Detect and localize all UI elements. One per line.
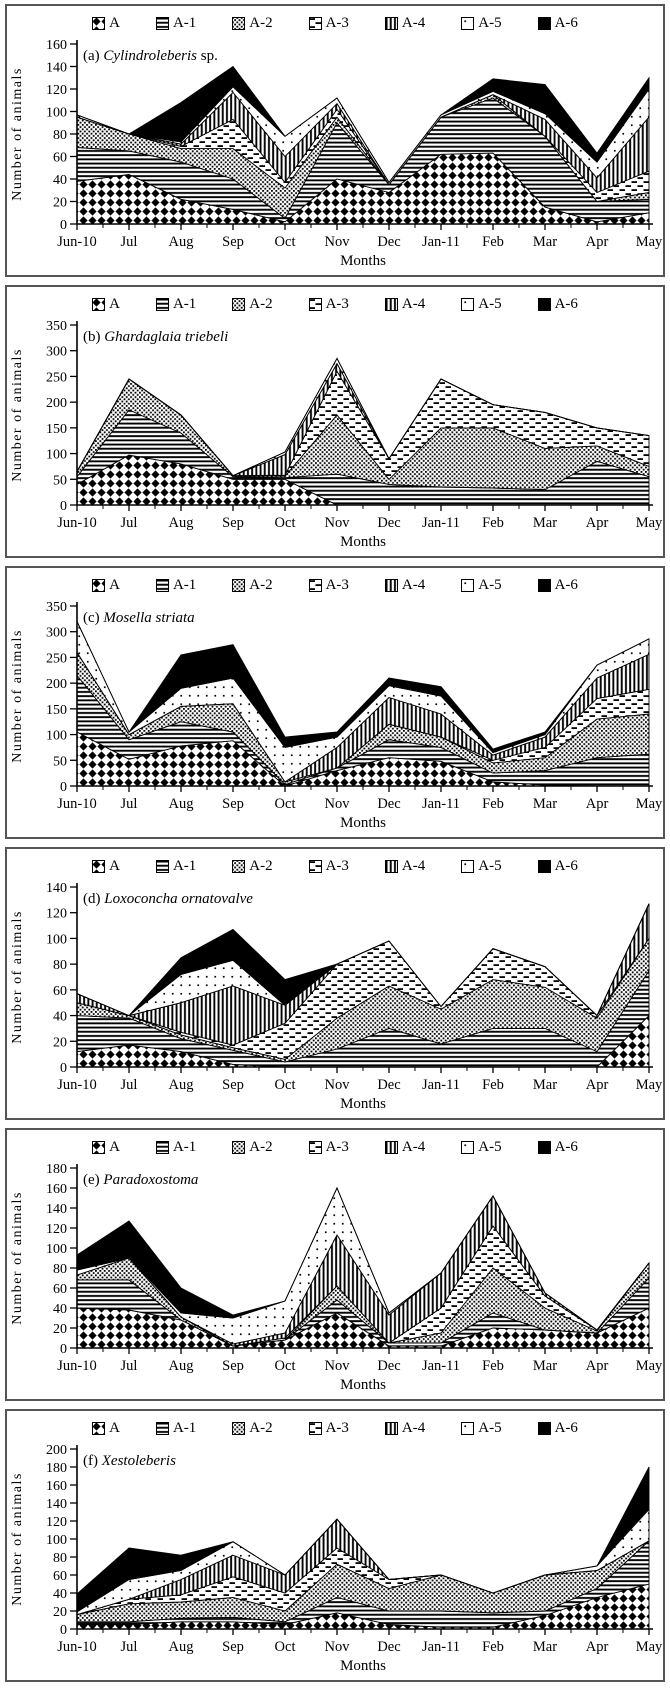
x-tick-label: Jun-10 bbox=[57, 234, 97, 250]
y-tick-label: 80 bbox=[53, 1262, 67, 1277]
legend-item-a bbox=[92, 16, 120, 31]
y-tick-label: 0 bbox=[60, 218, 67, 233]
legend-item-a-6 bbox=[538, 1421, 578, 1436]
y-tick-label: 0 bbox=[60, 1061, 67, 1076]
x-tick-label: Oct bbox=[274, 234, 296, 250]
chart-panel-f bbox=[5, 1409, 665, 1682]
y-tick-label: 0 bbox=[60, 1623, 67, 1638]
y-tick-label: 120 bbox=[46, 83, 67, 98]
legend-label: A-5 bbox=[478, 14, 502, 31]
x-tick-label: Dec bbox=[377, 234, 401, 250]
stacked-area-chart-b bbox=[7, 317, 663, 553]
plot-area bbox=[77, 67, 649, 225]
dashes-swatch-icon bbox=[309, 298, 322, 311]
dense-dots-swatch-icon bbox=[232, 298, 245, 311]
x-tick-label: Apr bbox=[585, 796, 609, 812]
panel-title: (d) Loxoconcha ornatovalve bbox=[83, 891, 253, 907]
plot-area bbox=[77, 1467, 649, 1629]
stacked-area-chart-d bbox=[7, 879, 663, 1115]
y-tick-label: 60 bbox=[53, 1569, 67, 1584]
legend-item-a-3 bbox=[309, 297, 349, 312]
legend-label: A-5 bbox=[478, 295, 502, 312]
x-tick-label: Nov bbox=[324, 515, 350, 531]
dense-dots-swatch-icon bbox=[232, 17, 245, 30]
legend-item-a bbox=[92, 297, 120, 312]
legend-label: A-4 bbox=[401, 14, 426, 31]
x-tick-label: Sep bbox=[222, 1358, 244, 1374]
legend-label: A-4 bbox=[401, 295, 426, 312]
plot-area bbox=[77, 358, 649, 505]
panel-title: (b) Ghardaglaia triebeli bbox=[83, 329, 229, 345]
legend-a bbox=[7, 10, 663, 36]
legend-e bbox=[7, 1134, 663, 1160]
vlines-swatch-icon bbox=[385, 1422, 398, 1435]
y-tick-label: 50 bbox=[53, 473, 67, 489]
y-tick-label: 180 bbox=[46, 1162, 67, 1177]
hlines-swatch-icon bbox=[156, 1141, 169, 1154]
y-tick-label: 0 bbox=[60, 1342, 67, 1357]
dashes-swatch-icon bbox=[309, 17, 322, 30]
y-tick-label: 150 bbox=[46, 702, 67, 718]
y-tick-label: 140 bbox=[46, 60, 67, 76]
y-tick-label: 80 bbox=[53, 1551, 67, 1566]
x-axis-title: Months bbox=[340, 1658, 386, 1674]
chart-panel-a bbox=[5, 4, 665, 277]
solid-black-swatch-icon bbox=[538, 1141, 551, 1154]
legend-item-a-6 bbox=[538, 859, 578, 874]
x-tick-label: May bbox=[635, 796, 663, 812]
x-tick-label: Mar bbox=[532, 234, 558, 250]
x-tick-label: Feb bbox=[482, 796, 504, 812]
legend-item-a-1 bbox=[156, 16, 196, 31]
x-tick-label: Oct bbox=[274, 1639, 296, 1655]
legend-label: A-6 bbox=[554, 295, 578, 312]
sparse-dots-swatch-icon bbox=[461, 1141, 474, 1154]
y-tick-label: 200 bbox=[46, 677, 67, 693]
y-tick-label: 140 bbox=[46, 881, 67, 896]
y-axis-title: Number of animals bbox=[10, 1191, 25, 1325]
sparse-dots-swatch-icon bbox=[461, 579, 474, 592]
vlines-swatch-icon bbox=[385, 579, 398, 592]
legend-c bbox=[7, 572, 663, 598]
legend-item-a-5 bbox=[461, 297, 501, 312]
legend-item-a-5 bbox=[461, 1421, 501, 1436]
legend-label: A-6 bbox=[554, 1419, 578, 1436]
x-tick-label: Nov bbox=[324, 234, 350, 250]
legend-item-a-3 bbox=[309, 1421, 349, 1436]
legend-label: A-2 bbox=[249, 14, 273, 31]
x-tick-label: Feb bbox=[482, 1077, 504, 1093]
x-tick-label: Mar bbox=[532, 796, 558, 812]
legend-label: A-2 bbox=[249, 857, 273, 874]
x-tick-label: Sep bbox=[222, 234, 244, 250]
legend-item-a-5 bbox=[461, 16, 501, 31]
x-tick-label: Dec bbox=[377, 1639, 401, 1655]
x-axis-title: Months bbox=[340, 1377, 386, 1393]
x-axis-title: Months bbox=[340, 1096, 386, 1112]
legend-item-a-2 bbox=[232, 1140, 272, 1155]
y-tick-label: 80 bbox=[53, 128, 67, 143]
y-tick-label: 180 bbox=[46, 1461, 67, 1476]
y-axis-title: Number of animals bbox=[10, 1472, 25, 1606]
legend-label: A-4 bbox=[401, 1138, 426, 1155]
x-tick-label: Jul bbox=[120, 1639, 138, 1655]
y-tick-label: 140 bbox=[46, 1497, 67, 1512]
legend-item-a-5 bbox=[461, 578, 501, 593]
legend-item-a-6 bbox=[538, 578, 578, 593]
y-tick-label: 80 bbox=[53, 958, 67, 974]
hlines-swatch-icon bbox=[156, 860, 169, 873]
legend-item-a-6 bbox=[538, 297, 578, 312]
legend-label: A-1 bbox=[172, 1419, 197, 1436]
x-tick-label: Jun-10 bbox=[57, 1358, 97, 1374]
y-tick-label: 350 bbox=[46, 319, 67, 334]
diamond-swatch-icon bbox=[92, 1422, 105, 1435]
x-tick-label: May bbox=[635, 1077, 663, 1093]
legend-item-a-2 bbox=[232, 297, 272, 312]
x-tick-label: Jan-11 bbox=[421, 515, 461, 531]
sparse-dots-swatch-icon bbox=[461, 1422, 474, 1435]
legend-label: A-1 bbox=[172, 576, 197, 593]
x-tick-label: Jul bbox=[120, 1077, 138, 1093]
legend-item-a-4 bbox=[385, 578, 425, 593]
x-tick-label: Apr bbox=[585, 515, 609, 531]
x-tick-label: Dec bbox=[377, 1077, 401, 1093]
stacked-area-chart-c bbox=[7, 598, 663, 834]
legend-label: A-5 bbox=[478, 576, 502, 593]
legend-f bbox=[7, 1415, 663, 1441]
x-tick-label: Mar bbox=[532, 515, 558, 531]
x-tick-label: Nov bbox=[324, 1077, 350, 1093]
legend-item-a-5 bbox=[461, 1140, 501, 1155]
x-tick-label: Mar bbox=[532, 1077, 558, 1093]
vlines-swatch-icon bbox=[385, 298, 398, 311]
x-tick-label: May bbox=[635, 1358, 663, 1374]
x-tick-label: Mar bbox=[532, 1358, 558, 1374]
y-tick-label: 100 bbox=[46, 1242, 67, 1257]
x-tick-label: Apr bbox=[585, 234, 609, 250]
stacked-area-chart-a bbox=[7, 36, 663, 272]
legend-label: A-2 bbox=[249, 1419, 273, 1436]
x-tick-label: Sep bbox=[222, 796, 244, 812]
vlines-swatch-icon bbox=[385, 1141, 398, 1154]
y-tick-label: 100 bbox=[46, 932, 67, 948]
legend-label: A bbox=[109, 295, 120, 312]
solid-black-swatch-icon bbox=[538, 579, 551, 592]
legend-item-a-2 bbox=[232, 859, 272, 874]
hlines-swatch-icon bbox=[156, 298, 169, 311]
legend-b bbox=[7, 291, 663, 317]
x-axis-title: Months bbox=[340, 253, 386, 269]
y-tick-label: 40 bbox=[53, 1587, 67, 1602]
y-axis-title: Number of animals bbox=[10, 629, 25, 763]
legend-item-a bbox=[92, 1140, 120, 1155]
y-tick-label: 20 bbox=[53, 1035, 67, 1051]
legend-label: A-1 bbox=[172, 295, 197, 312]
legend-item-a-2 bbox=[232, 1421, 272, 1436]
y-tick-label: 60 bbox=[53, 150, 67, 166]
x-tick-label: Aug bbox=[168, 234, 194, 250]
x-tick-label: Jan-11 bbox=[421, 796, 461, 812]
diamond-swatch-icon bbox=[92, 298, 105, 311]
legend-label: A-2 bbox=[249, 576, 273, 593]
y-tick-label: 150 bbox=[46, 421, 67, 437]
plot-area bbox=[77, 1188, 649, 1348]
x-axis-title: Months bbox=[340, 815, 386, 831]
y-tick-label: 100 bbox=[46, 105, 67, 121]
y-axis-title: Number of animals bbox=[10, 348, 25, 482]
legend-label: A-6 bbox=[554, 576, 578, 593]
x-tick-label: Dec bbox=[377, 515, 401, 531]
legend-label: A-5 bbox=[478, 857, 502, 874]
y-tick-label: 40 bbox=[53, 1302, 67, 1317]
legend-item-a-4 bbox=[385, 16, 425, 31]
legend-label: A-5 bbox=[478, 1138, 502, 1155]
legend-item-a bbox=[92, 859, 120, 874]
y-tick-label: 250 bbox=[46, 651, 67, 667]
legend-item-a-2 bbox=[232, 16, 272, 31]
legend-label: A-1 bbox=[172, 14, 197, 31]
dense-dots-swatch-icon bbox=[232, 1422, 245, 1435]
y-tick-label: 120 bbox=[46, 906, 67, 922]
diamond-swatch-icon bbox=[92, 1141, 105, 1154]
x-tick-label: May bbox=[635, 234, 663, 250]
dense-dots-swatch-icon bbox=[232, 1141, 245, 1154]
legend-label: A-3 bbox=[325, 14, 349, 31]
x-tick-label: Sep bbox=[222, 1077, 244, 1093]
legend-item-a-4 bbox=[385, 297, 425, 312]
legend-item-a-2 bbox=[232, 578, 272, 593]
legend-label: A-3 bbox=[325, 857, 349, 874]
legend-label: A-3 bbox=[325, 1138, 349, 1155]
x-axis-title: Months bbox=[340, 534, 386, 550]
legend-label: A-2 bbox=[249, 1138, 273, 1155]
stacked-area-chart-e bbox=[7, 1160, 663, 1396]
x-tick-label: Dec bbox=[377, 796, 401, 812]
x-tick-label: Jan-11 bbox=[421, 1639, 461, 1655]
hlines-swatch-icon bbox=[156, 579, 169, 592]
x-tick-label: Aug bbox=[168, 1077, 194, 1093]
legend-item-a-3 bbox=[309, 1140, 349, 1155]
x-tick-label: May bbox=[635, 515, 663, 531]
panel-title: (f) Xestoleberis bbox=[83, 1453, 176, 1469]
x-tick-label: Feb bbox=[482, 1358, 504, 1374]
legend-item-a bbox=[92, 1421, 120, 1436]
legend-item-a-3 bbox=[309, 578, 349, 593]
y-tick-label: 40 bbox=[53, 173, 67, 188]
legend-label: A-4 bbox=[401, 857, 426, 874]
x-tick-label: Oct bbox=[274, 1358, 296, 1374]
solid-black-swatch-icon bbox=[538, 1422, 551, 1435]
legend-item-a-4 bbox=[385, 1421, 425, 1436]
y-tick-label: 140 bbox=[46, 1202, 67, 1217]
x-tick-label: Jan-11 bbox=[421, 1358, 461, 1374]
y-tick-label: 160 bbox=[46, 38, 67, 53]
x-tick-label: Jul bbox=[120, 1358, 138, 1374]
plot-area bbox=[77, 904, 649, 1067]
x-tick-label: Dec bbox=[377, 1358, 401, 1374]
sparse-dots-swatch-icon bbox=[461, 17, 474, 30]
x-tick-label: Apr bbox=[585, 1639, 609, 1655]
x-tick-label: Jan-11 bbox=[421, 1077, 461, 1093]
panel-title: (e) Paradoxostoma bbox=[83, 1172, 199, 1188]
legend-label: A-3 bbox=[325, 576, 349, 593]
y-tick-label: 100 bbox=[46, 447, 67, 463]
legend-label: A-1 bbox=[172, 1138, 197, 1155]
y-tick-label: 0 bbox=[60, 780, 67, 795]
legend-item-a-5 bbox=[461, 859, 501, 874]
x-tick-label: Jun-10 bbox=[57, 1639, 97, 1655]
x-tick-label: Jan-11 bbox=[421, 234, 461, 250]
sparse-dots-swatch-icon bbox=[461, 860, 474, 873]
chart-panel-e bbox=[5, 1128, 665, 1401]
x-tick-label: Apr bbox=[585, 1358, 609, 1374]
y-tick-label: 100 bbox=[46, 1533, 67, 1548]
x-tick-label: Feb bbox=[482, 515, 504, 531]
y-tick-label: 160 bbox=[46, 1182, 67, 1197]
legend-item-a-4 bbox=[385, 1140, 425, 1155]
panel-title: (a) Cylindroleberis sp. bbox=[83, 48, 218, 64]
legend-item-a-1 bbox=[156, 1140, 196, 1155]
legend-d bbox=[7, 853, 663, 879]
x-tick-label: Aug bbox=[168, 1358, 194, 1374]
legend-label: A-5 bbox=[478, 1419, 502, 1436]
legend-item-a-1 bbox=[156, 297, 196, 312]
vlines-swatch-icon bbox=[385, 860, 398, 873]
legend-label: A-2 bbox=[249, 295, 273, 312]
legend-label: A-3 bbox=[325, 1419, 349, 1436]
dashes-swatch-icon bbox=[309, 860, 322, 873]
y-tick-label: 120 bbox=[46, 1515, 67, 1530]
stacked-area-chart-f bbox=[7, 1441, 663, 1677]
y-tick-label: 20 bbox=[53, 195, 67, 211]
y-tick-label: 60 bbox=[53, 983, 67, 999]
legend-label: A-6 bbox=[554, 1138, 578, 1155]
y-tick-label: 300 bbox=[46, 344, 67, 360]
legend-label: A-1 bbox=[172, 857, 197, 874]
legend-label: A bbox=[109, 857, 120, 874]
vlines-swatch-icon bbox=[385, 17, 398, 30]
x-tick-label: Jun-10 bbox=[57, 796, 97, 812]
diamond-swatch-icon bbox=[92, 579, 105, 592]
legend-item-a-1 bbox=[156, 859, 196, 874]
x-tick-label: Jun-10 bbox=[57, 515, 97, 531]
x-tick-label: Oct bbox=[274, 515, 296, 531]
x-tick-label: Feb bbox=[482, 1639, 504, 1655]
legend-label: A bbox=[109, 1138, 120, 1155]
y-tick-label: 160 bbox=[46, 1479, 67, 1494]
dense-dots-swatch-icon bbox=[232, 579, 245, 592]
sparse-dots-swatch-icon bbox=[461, 298, 474, 311]
x-tick-label: Sep bbox=[222, 515, 244, 531]
x-tick-label: May bbox=[635, 1639, 663, 1655]
x-tick-label: Oct bbox=[274, 1077, 296, 1093]
panel-title: (c) Mosella striata bbox=[83, 610, 195, 626]
x-tick-label: Aug bbox=[168, 796, 194, 812]
legend-item-a-6 bbox=[538, 16, 578, 31]
y-tick-label: 0 bbox=[60, 499, 67, 514]
y-tick-label: 20 bbox=[53, 1605, 67, 1620]
solid-black-swatch-icon bbox=[538, 860, 551, 873]
chart-panel-b bbox=[5, 285, 665, 558]
y-tick-label: 200 bbox=[46, 396, 67, 412]
x-tick-label: Jul bbox=[120, 234, 138, 250]
x-tick-label: Apr bbox=[585, 1077, 609, 1093]
legend-item-a bbox=[92, 578, 120, 593]
legend-label: A bbox=[109, 1419, 120, 1436]
solid-black-swatch-icon bbox=[538, 17, 551, 30]
hlines-swatch-icon bbox=[156, 17, 169, 30]
y-tick-label: 300 bbox=[46, 625, 67, 641]
legend-item-a-1 bbox=[156, 1421, 196, 1436]
x-tick-label: Sep bbox=[222, 1639, 244, 1655]
x-tick-label: Jul bbox=[120, 796, 138, 812]
diamond-swatch-icon bbox=[92, 860, 105, 873]
diamond-swatch-icon bbox=[92, 17, 105, 30]
x-tick-label: Nov bbox=[324, 796, 350, 812]
legend-label: A-4 bbox=[401, 576, 426, 593]
y-tick-label: 100 bbox=[46, 728, 67, 744]
plot-area bbox=[77, 621, 649, 786]
y-tick-label: 60 bbox=[53, 1282, 67, 1297]
y-tick-label: 40 bbox=[53, 1009, 67, 1025]
chart-panel-c bbox=[5, 566, 665, 839]
legend-label: A-4 bbox=[401, 1419, 426, 1436]
dashes-swatch-icon bbox=[309, 1422, 322, 1435]
dashes-swatch-icon bbox=[309, 579, 322, 592]
y-tick-label: 350 bbox=[46, 600, 67, 615]
y-tick-label: 50 bbox=[53, 754, 67, 770]
x-tick-label: Feb bbox=[482, 234, 504, 250]
y-tick-label: 250 bbox=[46, 370, 67, 386]
y-axis-title: Number of animals bbox=[10, 910, 25, 1044]
x-tick-label: Jun-10 bbox=[57, 1077, 97, 1093]
legend-item-a-6 bbox=[538, 1140, 578, 1155]
x-tick-label: Nov bbox=[324, 1358, 350, 1374]
dense-dots-swatch-icon bbox=[232, 860, 245, 873]
legend-item-a-4 bbox=[385, 859, 425, 874]
legend-label: A bbox=[109, 14, 120, 31]
y-tick-label: 120 bbox=[46, 1222, 67, 1237]
legend-label: A-6 bbox=[554, 14, 578, 31]
y-tick-label: 200 bbox=[46, 1443, 67, 1458]
chart-panel-d bbox=[5, 847, 665, 1120]
x-tick-label: Aug bbox=[168, 515, 194, 531]
legend-item-a-3 bbox=[309, 16, 349, 31]
legend-item-a-3 bbox=[309, 859, 349, 874]
legend-item-a-1 bbox=[156, 578, 196, 593]
x-tick-label: Jul bbox=[120, 515, 138, 531]
y-tick-label: 20 bbox=[53, 1322, 67, 1337]
hlines-swatch-icon bbox=[156, 1422, 169, 1435]
x-tick-label: Oct bbox=[274, 796, 296, 812]
legend-label: A-6 bbox=[554, 857, 578, 874]
legend-label: A-3 bbox=[325, 295, 349, 312]
x-tick-label: Mar bbox=[532, 1639, 558, 1655]
x-tick-label: Aug bbox=[168, 1639, 194, 1655]
legend-label: A bbox=[109, 576, 120, 593]
solid-black-swatch-icon bbox=[538, 298, 551, 311]
y-axis-title: Number of animals bbox=[10, 67, 25, 201]
x-tick-label: Nov bbox=[324, 1639, 350, 1655]
dashes-swatch-icon bbox=[309, 1141, 322, 1154]
